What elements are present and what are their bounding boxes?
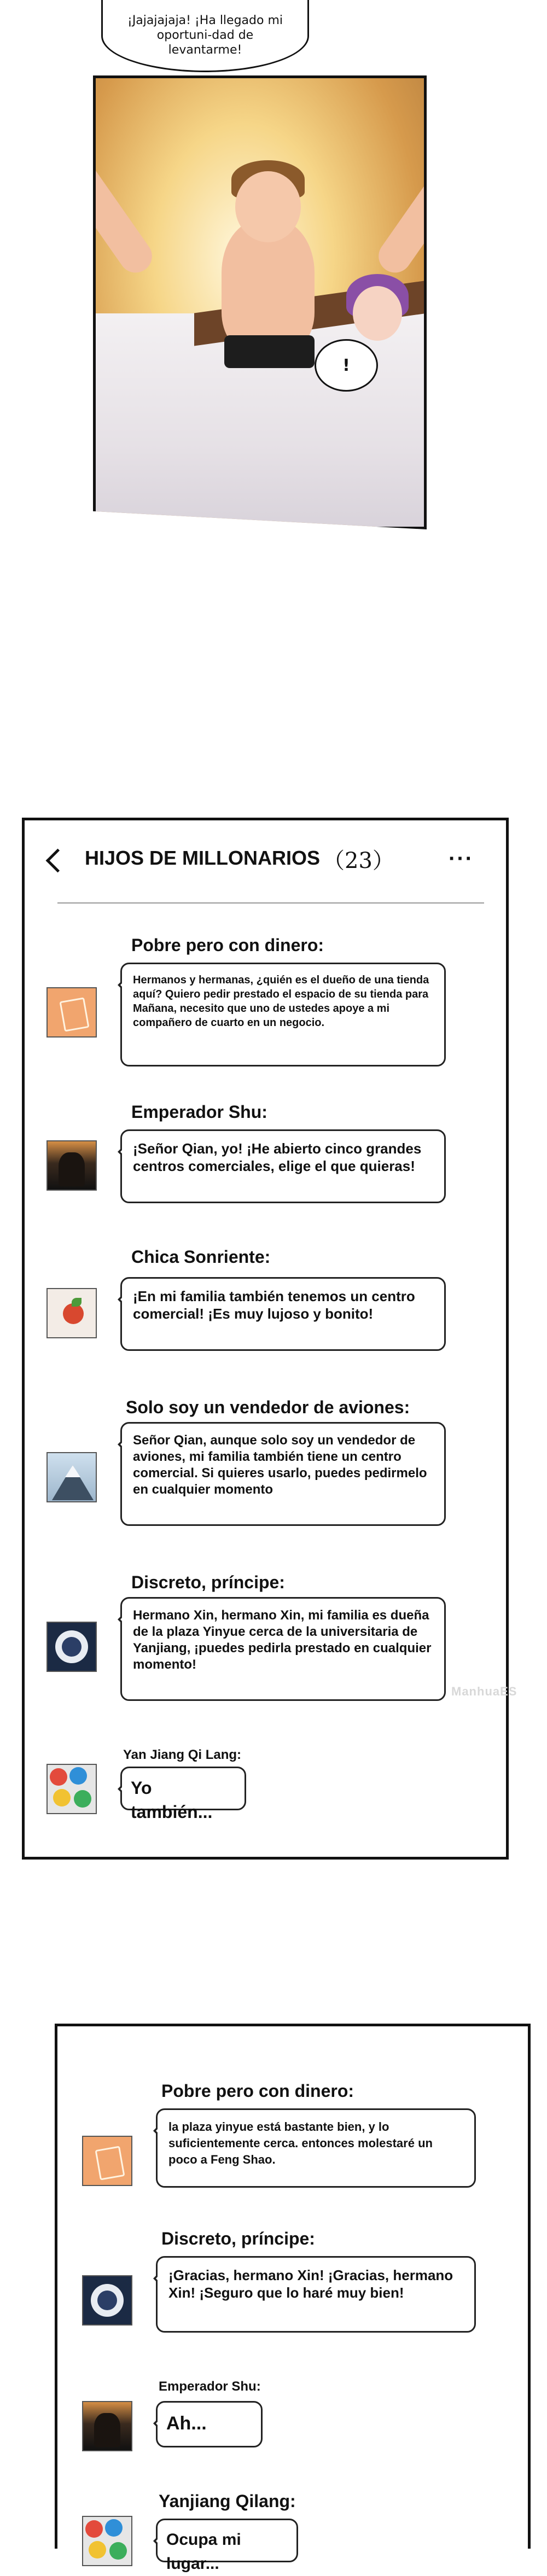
avatar (82, 2275, 132, 2326)
message-sender: Emperador Shu: (131, 1102, 267, 1122)
message-bubble: Yo también... (120, 1767, 246, 1810)
message-sender: Solo soy un vendedor de aviones: (126, 1397, 410, 1417)
man-shorts (224, 335, 315, 368)
comic-panel-art (93, 75, 427, 529)
man-left-arm (93, 153, 159, 279)
message-sender: Yan Jiang Qi Lang: (123, 1747, 242, 1762)
speech-bubble-exclamation: ! (315, 339, 378, 392)
avatar (46, 1764, 97, 1814)
message-bubble: Hermano Xin, hermano Xin, mi familia es dueña de la plaza Yinyue cerca de la universitaria de Yanjiang, ¡puedes pedirla prestado en cualquier momento! (120, 1597, 446, 1701)
woman-head (353, 286, 402, 341)
message-bubble: Ah... (156, 2401, 263, 2447)
avatar (82, 2401, 132, 2451)
chat-screen-2 (55, 2024, 531, 2573)
message-bubble: la plaza yinyue está bastante bien, y lo suficientemente cerca. entonces molestaré un poco a Feng Shao. (156, 2108, 476, 2188)
message-sender: Pobre pero con dinero: (161, 2081, 354, 2101)
message-bubble: ¡Gracias, hermano Xin! ¡Gracias, hermano Xin! ¡Seguro que lo haré muy bien! (156, 2256, 476, 2333)
avatar (82, 2136, 132, 2186)
avatar (82, 2516, 132, 2566)
message-bubble: Hermanos y hermanas, ¿quién es el dueño de una tienda aquí? Quiero pedir prestado el espacio de su tienda para Mañana, necesito que uno de ustedes apoye a mi compañero de cuarto en un negocio. (120, 963, 446, 1066)
message-bubble: Señor Qian, aunque solo soy un vendedor de aviones, mi familia también tiene un centro comercial. Si quieres usarlo, puedes pedirmelo en cualquier momento (120, 1422, 446, 1526)
message-sender: Pobre pero con dinero: (131, 935, 324, 955)
avatar (46, 1622, 97, 1672)
message-sender: Discreto, príncipe: (131, 1572, 285, 1592)
header-divider (57, 902, 484, 904)
chat-header (25, 820, 506, 902)
message-sender: Emperador Shu: (159, 2379, 261, 2394)
avatar (46, 1452, 97, 1502)
avatar (46, 1140, 97, 1191)
message-bubble: Ocupa mi lugar... (156, 2519, 298, 2562)
message-sender: Discreto, príncipe: (161, 2229, 315, 2248)
member-count: （23） (323, 848, 394, 873)
message-bubble: ¡En mi familia también tenemos un centro comercial! ¡Es muy lujoso y bonito! (120, 1277, 446, 1351)
watermark: ManhuaES (451, 1685, 517, 1698)
avatar (46, 1288, 97, 1338)
message-bubble: ¡Señor Qian, yo! ¡He abierto cinco grandes centros comerciales, elige el que quieras! (120, 1129, 446, 1203)
more-options-icon[interactable]: ··· (449, 847, 474, 871)
chat-title: HIJOS DE MILLONARIOS (85, 847, 321, 869)
man-right-arm (372, 153, 427, 279)
message-sender: Yanjiang Qilang: (159, 2491, 296, 2511)
chat-screen-1 (22, 818, 509, 1860)
message-sender: Chica Sonriente: (131, 1247, 271, 1267)
man-head (235, 171, 301, 242)
avatar (46, 987, 97, 1038)
back-arrow-icon[interactable] (46, 849, 70, 873)
speech-bubble-top: ¡Jajajajaja! ¡Ha llegado mi oportuni-dad de levantarme! (101, 0, 309, 72)
